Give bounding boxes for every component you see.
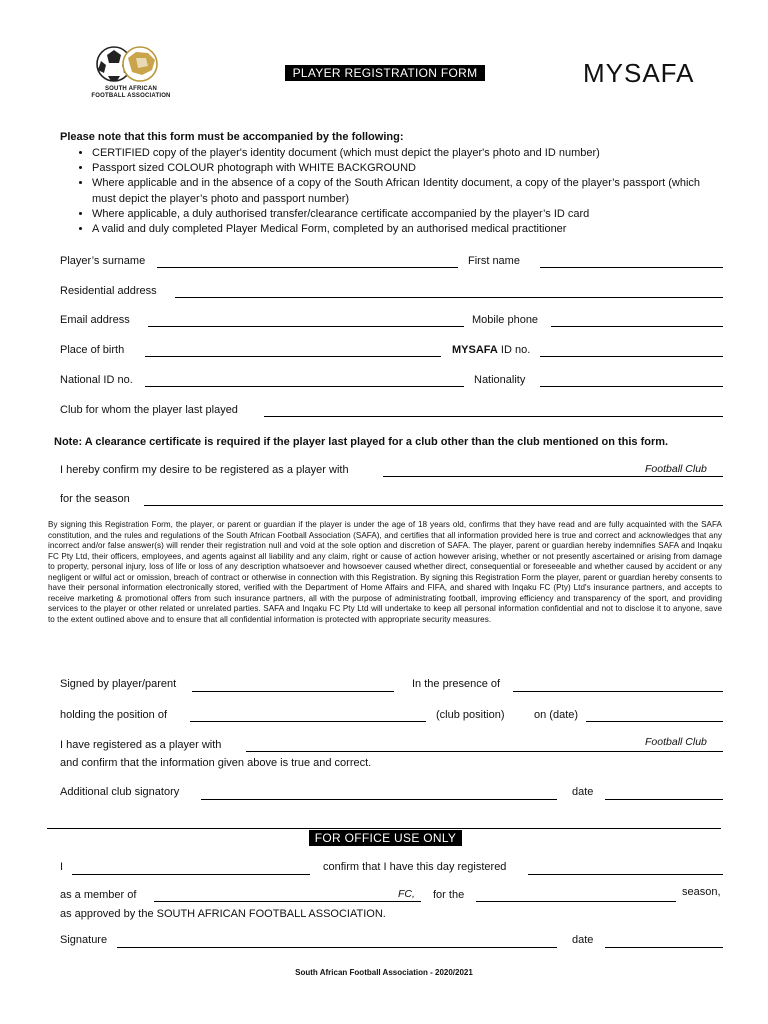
club-position-label: (club position) — [436, 709, 505, 721]
requirement-item: • Passport sized COLOUR photograph with WHITE BACKGROUND — [92, 161, 712, 176]
member-label: as a member of — [60, 889, 137, 901]
mysafa-id-suffix: ID no. — [497, 344, 531, 356]
signature-field[interactable] — [117, 947, 557, 948]
football-club-suffix: Football Club — [645, 463, 707, 475]
mysafa-id-brand: MYSAFA — [452, 344, 498, 356]
member-club-field[interactable] — [154, 901, 421, 902]
registered-club-field[interactable] — [246, 751, 723, 752]
requirements-heading: Please note that this form must be accompanied by the following: — [60, 131, 404, 143]
surname-label: Player’s surname — [60, 255, 146, 267]
office-use-heading: FOR OFFICE USE ONLY — [309, 830, 462, 846]
requirements-list — [60, 146, 712, 237]
position-label: holding the position of — [60, 709, 168, 721]
date-field[interactable] — [605, 799, 723, 800]
additional-signatory-label: Additional club signatory — [60, 786, 180, 798]
confirm-info-text: and confirm that the information given above is true and correct. — [60, 757, 372, 769]
requirement-item: • Where applicable and in the absence of a copy of the South African Identity document, a copy of the player’s passport (which must depict the player’s photo and passport number) — [92, 176, 712, 206]
presence-field[interactable] — [513, 691, 723, 692]
email-field[interactable] — [148, 326, 464, 327]
mysafa-id-field[interactable] — [540, 356, 723, 357]
office-registered-field[interactable] — [528, 874, 723, 875]
last-club-label: Club for whom the player last played — [60, 404, 238, 416]
mysafa-id-label — [452, 344, 530, 356]
office-season-field[interactable] — [476, 901, 676, 902]
season-suffix: season, — [682, 886, 721, 898]
nationality-label: Nationality — [474, 374, 526, 386]
address-label: Residential address — [60, 285, 157, 297]
for-the-label: for the — [433, 889, 465, 901]
national-id-field[interactable] — [145, 386, 464, 387]
last-club-field[interactable] — [264, 416, 723, 417]
requirement-item: • CERTIFIED copy of the player's identity document (which must depict the player's photo and ID number) — [92, 146, 712, 161]
fc-suffix: FC, — [398, 888, 415, 900]
club-name-field[interactable] — [383, 476, 723, 477]
first-name-field[interactable] — [540, 267, 723, 268]
on-date-field[interactable] — [586, 721, 723, 722]
address-field[interactable] — [175, 297, 723, 298]
registered-label: I have registered as a player with — [60, 739, 222, 751]
season-label: for the season — [60, 493, 130, 505]
logo-caption: SOUTH AFRICAN FOOTBALL ASSOCIATION — [91, 86, 171, 99]
surname-field[interactable] — [157, 267, 458, 268]
mysafa-brand: MYSAFA — [583, 58, 695, 88]
on-date-label: on (date) — [534, 709, 579, 721]
football-club-suffix: Football Club — [645, 736, 707, 748]
office-officer-field[interactable] — [72, 874, 310, 875]
office-date-field[interactable] — [605, 947, 723, 948]
legal-disclaimer: By signing this Registration Form, the player, or parent or guardian if the player is under the age of 18 years old, confirms that they have read and are fully acquainted with the SAFA constitution, and the rules and regulations of the South African Football Association (SAFA), and certifies that all information provided here is true and correct and acknowledges that any incorrect and/or false answer(s) will render their registration null and void at the sole option and discretion of SAFA. The player, parent or guardian hereby indemnifies SAFA and Inqaku FC Pty Ltd, their officers, employees, and agents against all liability and any claim, right or cause of action however arising, whether or not presently ascertained or arising from damage to property, personal injury, loss of life or loss of any description whatsoever and howsoever caused whether direct, consequential or foreseeable and whether caused by accident or any negligent or wilful act or omission, breach of contract or otherwise in connection with this Registration. By signing this Registration Form the player, parent or guardian hereby consents to have their personal information electronically stored, verified with the Department of Home Affairs and FIFA, and shared with Inqaku FC (Pty) Ltd's insurance partners, and accepts to receive marketing & promotional offers from such insurance partners, all with the purpose of administrating football, improving efficiency and transparency of the sport, and providing services to the player or other related or unrelated parties. SAFA and Inqaku FC Pty Ltd will undertake to keep all personal information confidential and not to disclose it to anyone, save to the extent outlined above and to ensure that all confidential information is protected with appropriate security measures. — [48, 520, 722, 624]
mobile-label: Mobile phone — [472, 314, 539, 326]
office-date-label: date — [572, 934, 594, 946]
birth-place-label: Place of birth — [60, 344, 125, 356]
footer: South African Football Association - 2020/2021 — [295, 968, 473, 977]
date-label: date — [572, 786, 594, 798]
form-title: PLAYER REGISTRATION FORM — [285, 65, 485, 81]
office-i-label: I — [60, 861, 64, 873]
additional-signatory-field[interactable] — [201, 799, 557, 800]
mobile-field[interactable] — [551, 326, 723, 327]
signed-by-label: Signed by player/parent — [60, 678, 177, 690]
season-field[interactable] — [144, 505, 723, 506]
signature-label: Signature — [60, 934, 108, 946]
approved-text: as approved by the SOUTH AFRICAN FOOTBALL ASSOCIATION. — [60, 908, 386, 920]
office-divider — [47, 828, 721, 829]
nationality-field[interactable] — [540, 386, 723, 387]
office-confirm-label: confirm that I have this day registered — [323, 861, 507, 873]
confirm-desire-label: I hereby confirm my desire to be registered as a player with — [60, 464, 349, 476]
requirement-item: • A valid and duly completed Player Medical Form, completed by an authorised medical practitioner — [92, 222, 712, 237]
requirement-item: • Where applicable, a duly authorised transfer/clearance certificate accompanied by the player’s ID card — [92, 207, 712, 222]
signed-by-field[interactable] — [192, 691, 394, 692]
position-field[interactable] — [190, 721, 426, 722]
clearance-note: Note: A clearance certificate is required if the player last played for a club other than the club mentioned on this form. — [54, 436, 669, 448]
email-label: Email address — [60, 314, 130, 326]
national-id-label: National ID no. — [60, 374, 133, 386]
presence-label: In the presence of — [412, 678, 501, 690]
first-name-label: First name — [468, 255, 520, 267]
birth-place-field[interactable] — [145, 356, 441, 357]
